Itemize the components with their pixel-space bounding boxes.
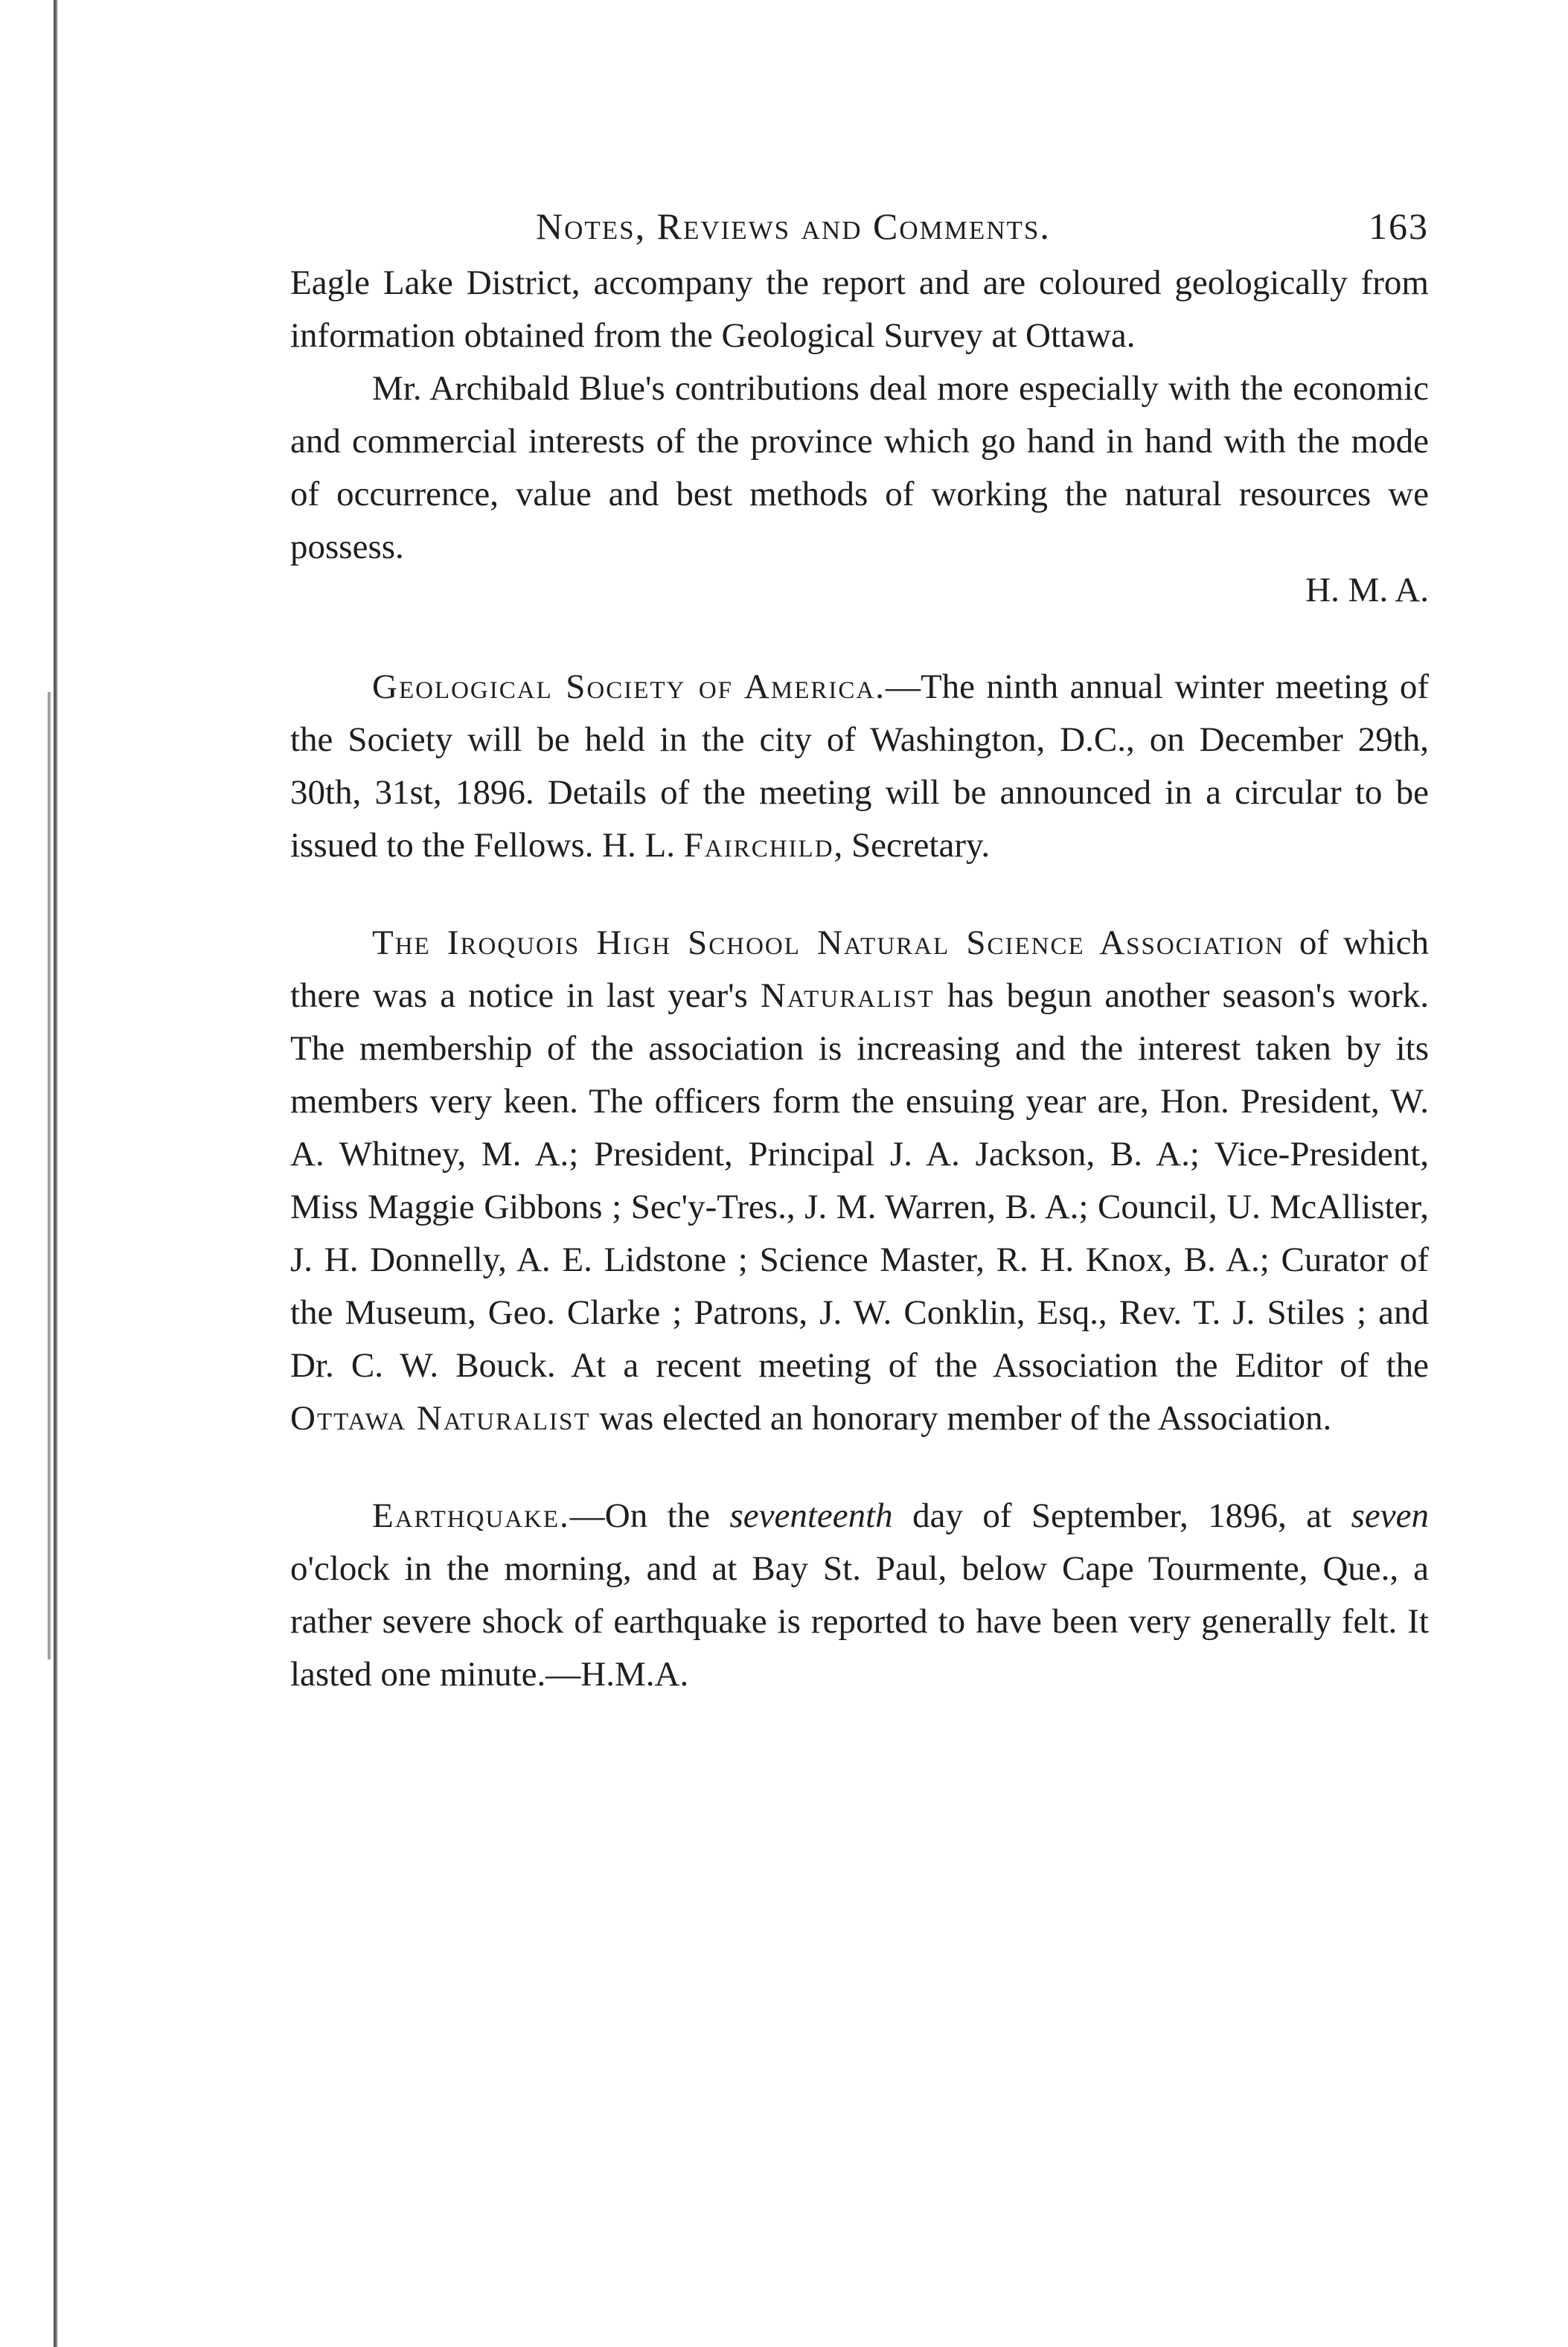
iroquois-section [290, 917, 1429, 1445]
page-number: 163 [1369, 205, 1429, 247]
geological-society-paragraph [290, 661, 1429, 872]
iroquois-text-1: of which there was a notice in last year's [290, 923, 1430, 1015]
iroquois-paragraph [290, 917, 1429, 1445]
seventeenth-word: seventeenth [729, 1496, 893, 1535]
earthquake-heading: Earthquake. [372, 1496, 570, 1535]
signature-hma: H. M. A. [1305, 571, 1429, 609]
seven-word: seven [1351, 1496, 1429, 1535]
iroquois-heading: The Iroquois High School Natural Science Association [372, 923, 1284, 962]
earthquake-section [290, 1490, 1429, 1701]
running-head-title: Notes, Reviews and Comments. [536, 205, 1051, 247]
continuation-section [290, 257, 1429, 612]
iroquois-text-3: was elected an honorary member of the Association. [590, 1399, 1332, 1438]
signer-name: Fairchild [683, 826, 834, 865]
geological-society-text: —The ninth annual winter meeting of the Society will be held in the city of Washington, D.C., on December 29th, 30th, 31st, 1896. Details of the meeting will be announced in a circular to be issued to the Fellows. H. L. [290, 667, 1430, 865]
geological-society-heading: Geological Society of America. [372, 667, 886, 706]
signer-role: , Secretary. [833, 826, 991, 865]
page-content [290, 190, 1429, 1701]
earthquake-text-2: day of September, 1896, at [892, 1496, 1351, 1535]
earthquake-text-3: o'clock in the morning, and at Bay St. Paul, below Cape Tourmente, Que., a rather severe shock of earthquake is reported to have been very generally felt. It lasted one minute.—H.M.A. [290, 1549, 1429, 1694]
geological-society-section [290, 661, 1429, 872]
earthquake-paragraph [290, 1490, 1429, 1701]
naturalist-name: Naturalist [760, 976, 935, 1015]
page-binding-shadow [48, 692, 51, 1659]
journal-name: Ottawa Naturalist [290, 1399, 591, 1438]
blue-contributions-paragraph: Mr. Archibald Blue's contributions deal more especially with the economic and commercial interests of the province which go hand in hand with the mode of occurrence, value and best methods of working the natural resources we possess. [290, 369, 1429, 566]
iroquois-text-2: has begun another season's work. The membership of the association is increasing and the interest taken by its members very keen. The officers form the ensuing year are, Hon. President, W. A. Whitney, M. A.; President, Principal J. A. Jackson, B. A.; Vice-President, Miss Maggie Gibbons ; Sec'y-Tres., J. M. Warren, B. A.; Council, U. McAllister, J. H. Donnelly, A. E. Lidstone ; Science Master, R. H. Knox, B. A.; Curator of the Museum, Geo. Clarke ; Patrons, J. W. Conklin, Esq., Rev. T. J. Stiles ; and Dr. C. W. Bouck. At a recent meeting of the Association the Editor of the [290, 976, 1429, 1385]
continuation-paragraph: Eagle Lake District, accompany the report and are coloured geologically from information obtained from the Geological Survey at Ottawa. [290, 263, 1429, 355]
earthquake-text-1: —On the [569, 1496, 730, 1535]
running-head [290, 190, 1429, 257]
page-binding-edge [54, 0, 58, 2347]
